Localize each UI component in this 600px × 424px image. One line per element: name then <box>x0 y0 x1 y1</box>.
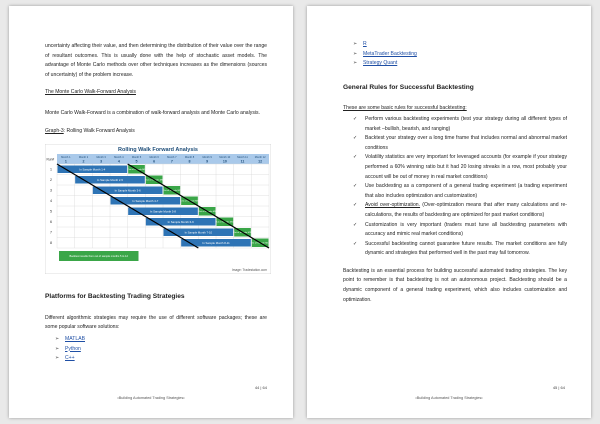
in-sample-label: In Sample Month 3-6 <box>114 188 141 193</box>
column-number: 9 <box>206 159 209 164</box>
graph-caption-text: : Rolling Walk Forward Analysis <box>63 127 135 134</box>
rule-item: ✓ Customization is very important (traders must tune all backtesting parameters with accuracy and mimic real market conditions) <box>353 221 567 240</box>
row-number: 6 <box>50 220 52 225</box>
closing-paragraph: Backtesting is an essential process for building successful automated trading strategies. The key point to remember is that backtesting is not an autonomous project. Backtesting should be a dynamic component of a general trading experiment, which also includes customization and optimization. <box>343 267 567 303</box>
list-item[interactable] <box>353 50 567 60</box>
list-item[interactable] <box>55 354 267 364</box>
platforms-paragraph: Different algorithmic strategies may require the use of different software packages; these are some popular software solutions: <box>45 314 267 331</box>
out-sample-label: Out of Sample M9 <box>198 211 216 214</box>
graph-caption-label: Graph-3 <box>45 127 64 134</box>
rules-intro: These are some basic rules for successful backtesting: <box>343 105 467 112</box>
column-number: 1 <box>64 159 67 164</box>
month-label: Month 9 <box>202 156 212 160</box>
right-page-content <box>343 40 567 310</box>
month-label: Month 1 <box>61 156 71 160</box>
rule-item <box>353 201 567 220</box>
rule-item: ✓ Volatility statistics are very important for leveraged accounts (for example if your strategy performed a 60% winning ratio but it had 20 losing streaks in a row, most probably your account will be out of money in real market conditions) <box>353 153 567 182</box>
column-number: 6 <box>153 159 156 164</box>
column-number: 2 <box>82 159 85 164</box>
intro-paragraph: uncertainty affecting their value, and then determining the distribution of their value over the range of resultant outcomes. This is usually done with the help of stochastic asset models. The advantage of Monte Carlo methods over other techniques increases as the dimensions (sources of uncertainty) of the problem increase. <box>45 43 267 78</box>
walk-forward-figure <box>45 144 271 274</box>
row-number: 8 <box>50 241 52 246</box>
graph-caption <box>45 127 267 137</box>
rule-item: ✓ Use backtesting as a component of a general trading experiment (a trading experiment that also includes optimization and customization) <box>353 182 567 201</box>
out-sample-label: Out of Sample M10 <box>215 221 235 224</box>
column-number: 3 <box>100 159 103 164</box>
page-footer: •Building Automated Trading Strategies• <box>415 396 483 400</box>
month-label: Month 10 <box>219 156 231 160</box>
rule-underlined-lead: Avoid over-optimization. <box>365 202 421 209</box>
platform-link-strategy-quant[interactable]: Strategy Quant <box>363 60 398 67</box>
rule-item: ✓ Successful backtesting cannot guarantee future results. The market conditions are fully dynamic and strategies that performed well in the past may fail tomorrow. <box>353 240 567 259</box>
in-sample-label: In Sample Month 1-4 <box>79 167 106 172</box>
left-page <box>9 6 293 418</box>
rule-item: ✓ Backtest your strategy over a long time frame that includes normal and abnormal market conditions <box>353 134 567 153</box>
platforms-heading: Platforms for Backtesting Trading Strategies <box>45 293 185 301</box>
month-label: Month 11 <box>237 156 248 160</box>
results-note: Backtest results from out of sample months 5 to 12 <box>69 255 128 259</box>
column-number: 12 <box>258 159 263 164</box>
month-label: Month 2 <box>78 156 89 160</box>
platforms-list <box>55 335 267 364</box>
in-sample-label: In Sample Month 8-11 <box>202 240 230 245</box>
platform-link-python[interactable]: Python <box>65 345 81 352</box>
month-label: Month 12 <box>254 156 266 160</box>
page-number: 44 | 64 <box>254 385 267 390</box>
row-number: 2 <box>50 178 52 183</box>
month-label: Month 6 <box>149 156 159 160</box>
list-item[interactable] <box>353 40 567 50</box>
out-sample-label: Out of Sample M7 <box>163 190 181 193</box>
row-number: 5 <box>50 209 52 214</box>
walk-forward-section-title: The Monte Carlo Walk-Forward Analysis <box>45 89 136 96</box>
out-sample-label: Out of Sample M11 <box>233 232 252 235</box>
rule-item: ✓ Perform various backtesting experiments (test your strategy during all different types of market –bullish, bearish, and ranging) <box>353 115 567 134</box>
month-label: Month 8 <box>184 156 195 160</box>
row-number: 4 <box>50 199 52 204</box>
corner-label: Run# <box>46 157 55 162</box>
list-item[interactable] <box>55 335 267 345</box>
in-sample-label: In Sample Month 2-5 <box>97 177 123 182</box>
image-credit: Image: Tradestation.com <box>231 268 267 273</box>
out-sample-label: Out of Sample M8 <box>180 200 199 203</box>
in-sample-label: In Sample Month 5-8 <box>150 209 176 214</box>
column-number: 11 <box>240 159 245 164</box>
rule-text: (Over-optimization means that after many calculations and re-calculations, the results of backtesting are optimized for past market conditions) <box>365 202 567 218</box>
month-label: Month 3 <box>96 156 106 160</box>
list-item[interactable] <box>353 59 567 69</box>
row-number: 3 <box>50 188 52 193</box>
rules-list <box>353 115 567 259</box>
figure-title: Rolling Walk Forward Analysis <box>118 147 198 154</box>
in-sample-label: In Sample Month 6-9 <box>167 219 194 224</box>
walk-forward-diagram <box>45 144 271 274</box>
platform-link-metatrader[interactable]: MetaTrader Backtesting <box>363 50 417 57</box>
left-page-content <box>45 42 270 364</box>
month-label: Month 7 <box>167 156 177 160</box>
page-footer: •Building Automated Trading Strategies• <box>117 396 185 400</box>
page-number: 45 | 64 <box>552 385 565 390</box>
platform-link-r[interactable]: R <box>363 41 367 47</box>
in-sample-label: In Sample Month 7-10 <box>184 230 213 235</box>
out-sample-label: Out of Sample M6 <box>145 179 163 182</box>
column-number: 10 <box>222 159 227 164</box>
in-sample-label: In Sample Month 4-7 <box>132 198 159 203</box>
list-item[interactable] <box>55 345 267 355</box>
column-number: 4 <box>117 159 120 164</box>
month-label: Month 4 <box>114 156 124 160</box>
walk-forward-paragraph: Monte Carlo Walk-Forward is a combination of walk-forward analysis and Monte Carlo analysis. <box>45 109 260 116</box>
row-number: 7 <box>50 230 52 235</box>
row-number: 1 <box>50 167 52 172</box>
platform-link-matlab[interactable]: MATLAB <box>65 335 86 342</box>
column-number: 8 <box>188 159 191 164</box>
out-sample-label: Out of Sample M12 <box>250 242 270 245</box>
column-number: 7 <box>170 159 173 164</box>
out-sample-label: Out of Sample M5 <box>127 169 146 172</box>
platform-link-cpp[interactable]: C++ <box>65 355 75 362</box>
rules-heading: General Rules for Successful Backtesting <box>343 83 474 91</box>
platforms-list-continued <box>353 40 567 69</box>
right-page <box>307 6 591 418</box>
column-number: 5 <box>135 159 138 164</box>
month-label: Month 5 <box>131 156 142 160</box>
